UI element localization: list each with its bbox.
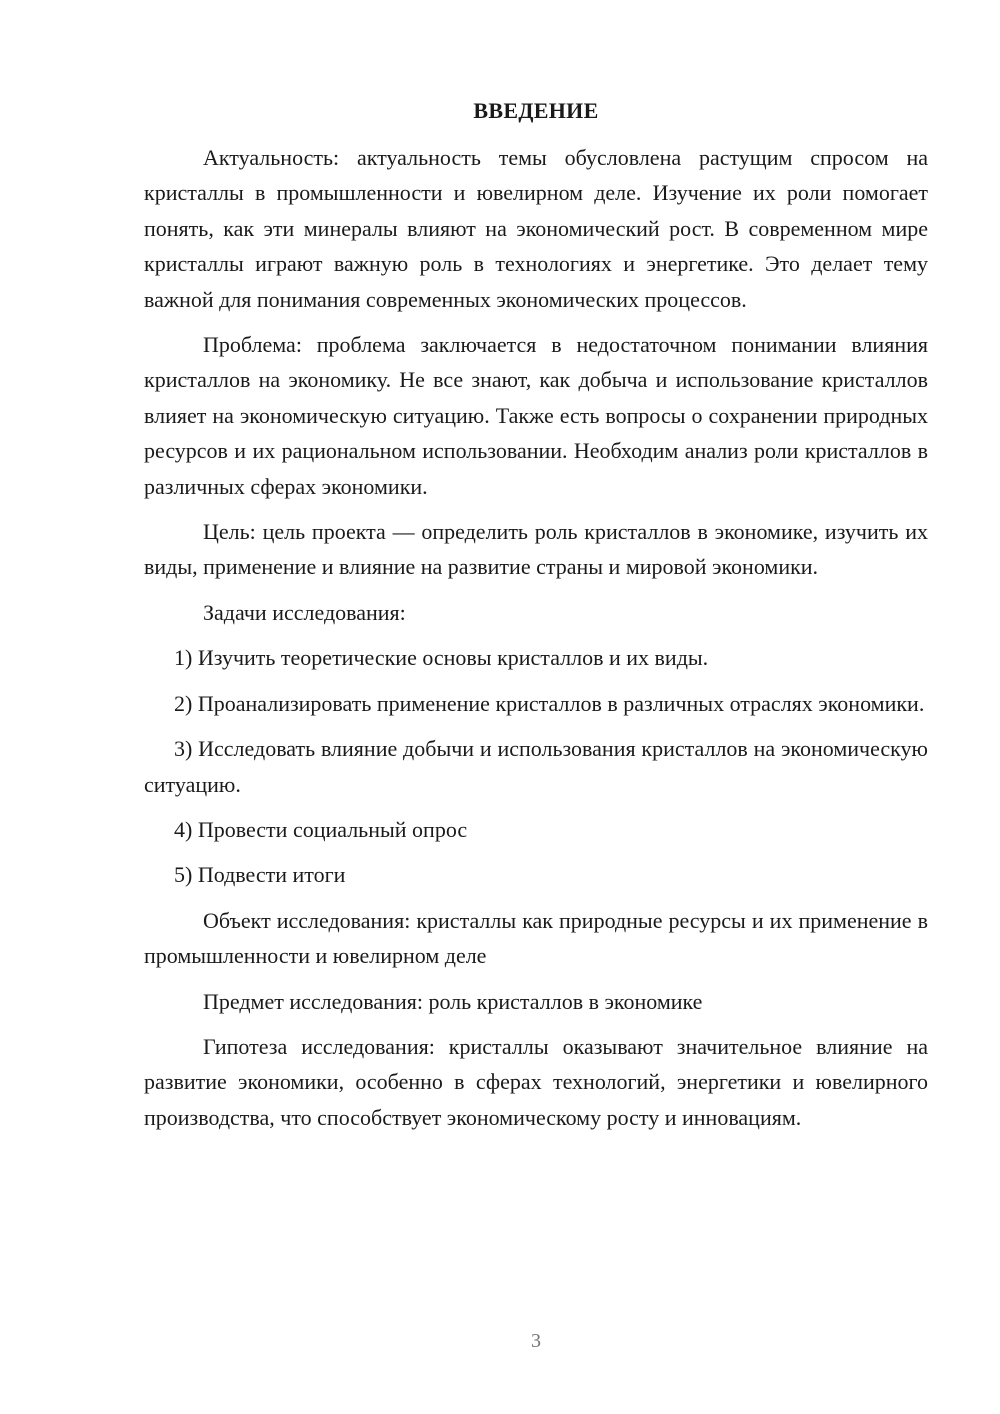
paragraph-problem: Проблема: проблема заключается в недостаточном понимании влияния кристаллов на экономику. Не все знают, как добыча и использование кристаллов влияет на экономическую ситуацию. Также есть вопросы о сохранении природных ресурсов и их рациональном использовании. Необходим анализ роли кристаллов в различных сферах экономики. [144,332,928,499]
paragraph-object: Объект исследования: кристаллы как природные ресурсы и их применение в промышленности и ювелирном деле [144,907,928,969]
page-number: 3 [531,1330,541,1352]
task-item-5: 5) Подвести итоги [174,862,346,888]
task-item-2: 2) Проанализировать применение кристаллов в различных отраслях экономики. [174,690,925,716]
paragraph-hypothesis: Гипотеза исследования: кристаллы оказывают значительное влияние на развитие экономики, особенно в сферах технологий, энергетики и ювелирного производства, что способствует экономическому росту и инновациям. [144,1033,928,1130]
tasks-heading: Задачи исследования: [203,599,406,625]
task-item-1: 1) Изучить теоретические основы кристаллов и их виды. [174,645,709,671]
paragraph-subject: Предмет исследования: роль кристаллов в экономике [203,988,703,1014]
document-title: ВВЕДЕНИЕ [473,98,599,123]
paragraph-relevance: Актуальность: актуальность темы обусловлена растущим спросом на кристаллы в промышленности и ювелирном деле. Изучение их роли помогает понять, как эти минералы влияют на экономический рост. В современном мире кристаллы играют важную роль в технологиях и энергетике. Это делает тему важной для понимания современных экономических процессов. [144,145,928,312]
task-item-4: 4) Провести социальный опрос [174,816,468,842]
paragraph-goal: Цель: цель проекта — определить роль кристаллов в экономике, изучить их виды, применение и влияние на развитие страны и мировой экономики. [144,519,928,580]
task-item-3: 3) Исследовать влияние добычи и использования кристаллов на экономическую ситуацию. [144,736,928,797]
document-page [144,94,928,1145]
